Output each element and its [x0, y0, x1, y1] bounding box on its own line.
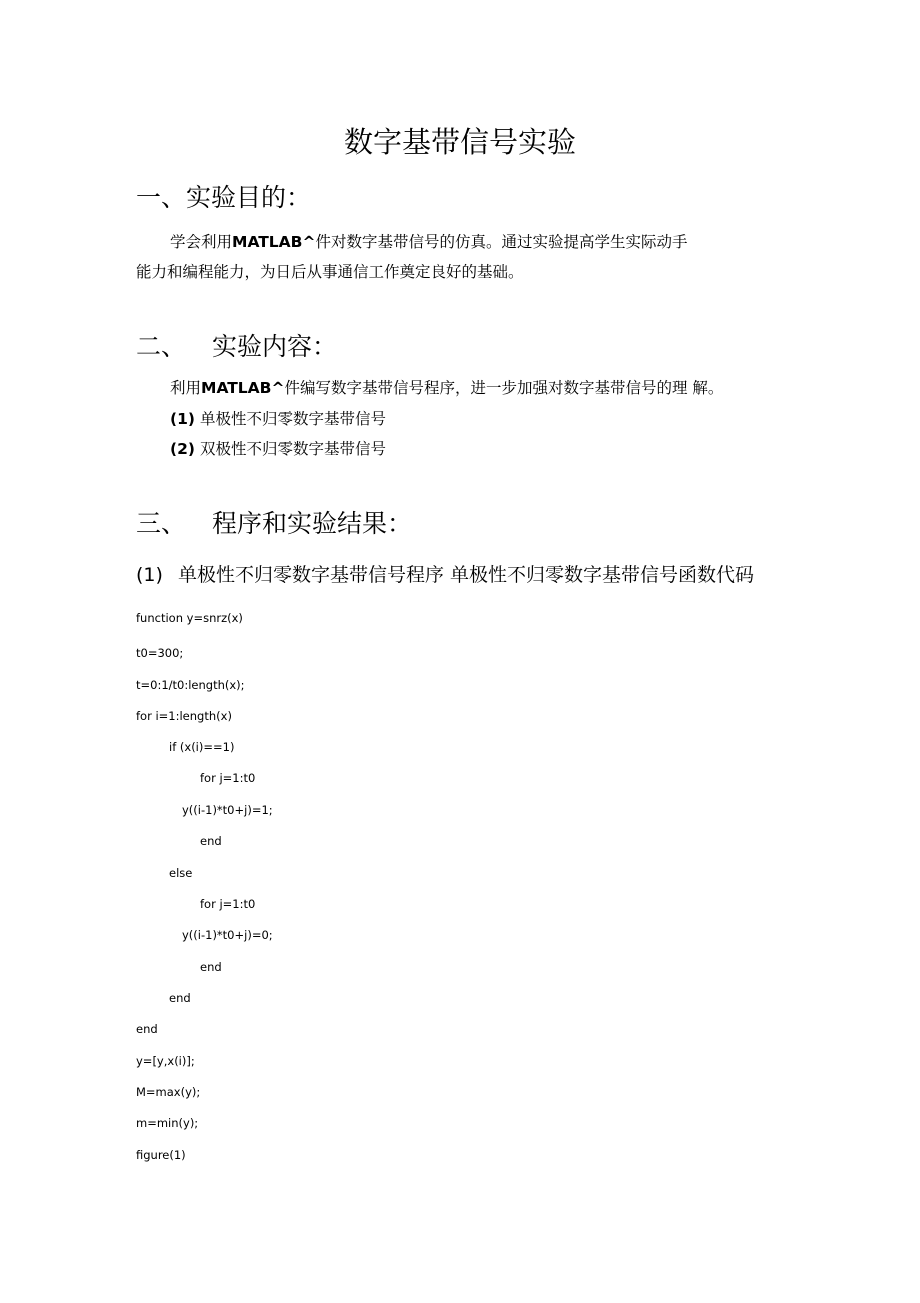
section-number: 二、	[136, 332, 187, 361]
purpose-paragraph-line2: 能力和编程能力，为日后从事通信工作奠定良好的基础。	[136, 263, 524, 281]
results-subheading	[136, 562, 754, 588]
code-line: for j=1:t0	[200, 771, 256, 785]
purpose-paragraph-line1	[170, 231, 688, 253]
code-line: end	[200, 960, 222, 974]
section-heading-content	[136, 330, 337, 364]
section-heading-results	[136, 507, 412, 541]
document-title: 数字基带信号实验	[343, 125, 576, 159]
code-line: y=[y,x(i)];	[136, 1054, 195, 1068]
matlab-text: MATLAB^	[201, 379, 285, 397]
list-item	[170, 408, 386, 430]
content-intro	[170, 377, 723, 399]
code-line: t0=300;	[136, 646, 184, 660]
code-line: end	[169, 991, 191, 1005]
code-line: m=min(y);	[136, 1116, 199, 1130]
list-text: 单极性不归零数字基带信号	[200, 410, 387, 428]
subheading-marker: (1)	[136, 564, 163, 586]
list-text: 双极性不归零数字基带信号	[200, 440, 387, 458]
code-line: for j=1:t0	[200, 897, 256, 911]
section-title: 实验内容：	[212, 332, 338, 361]
purpose-text: 学会利用	[170, 233, 233, 251]
subheading-text: 单极性不归零数字基带信号程序 单极性不归零数字基带信号函数代码	[178, 564, 755, 586]
matlab-text: MATLAB^	[232, 233, 316, 251]
section-heading-purpose	[136, 181, 311, 215]
list-marker: (1)	[170, 410, 195, 428]
code-line: end	[200, 834, 222, 848]
code-line: function y=snrz(x)	[136, 611, 243, 625]
code-line: for i=1:length(x)	[136, 709, 232, 723]
code-line: y((i-1)*t0+j)=0;	[182, 928, 273, 942]
code-line: M=max(y);	[136, 1085, 201, 1099]
list-marker: (2)	[170, 440, 195, 458]
code-line: y((i-1)*t0+j)=1;	[182, 803, 273, 817]
code-line: figure(1)	[136, 1148, 186, 1162]
code-line: end	[136, 1022, 158, 1036]
section-number: 一、	[136, 183, 187, 212]
content-text: 利用	[170, 379, 202, 397]
section-title: 实验目的：	[186, 183, 312, 212]
section-title: 程序和实验结果：	[212, 509, 413, 538]
code-line: else	[169, 866, 193, 880]
code-line: if (x(i)==1)	[169, 740, 235, 754]
code-line: t=0:1/t0:length(x);	[136, 678, 245, 692]
list-item	[170, 438, 386, 460]
purpose-text: 件对数字基带信号的仿真。通过实验提高学生实际动手	[315, 233, 688, 251]
section-number: 三、	[136, 509, 187, 538]
content-text: 件编写数字基带信号程序，进一步加强对数字基带信号的理 解。	[284, 379, 724, 397]
